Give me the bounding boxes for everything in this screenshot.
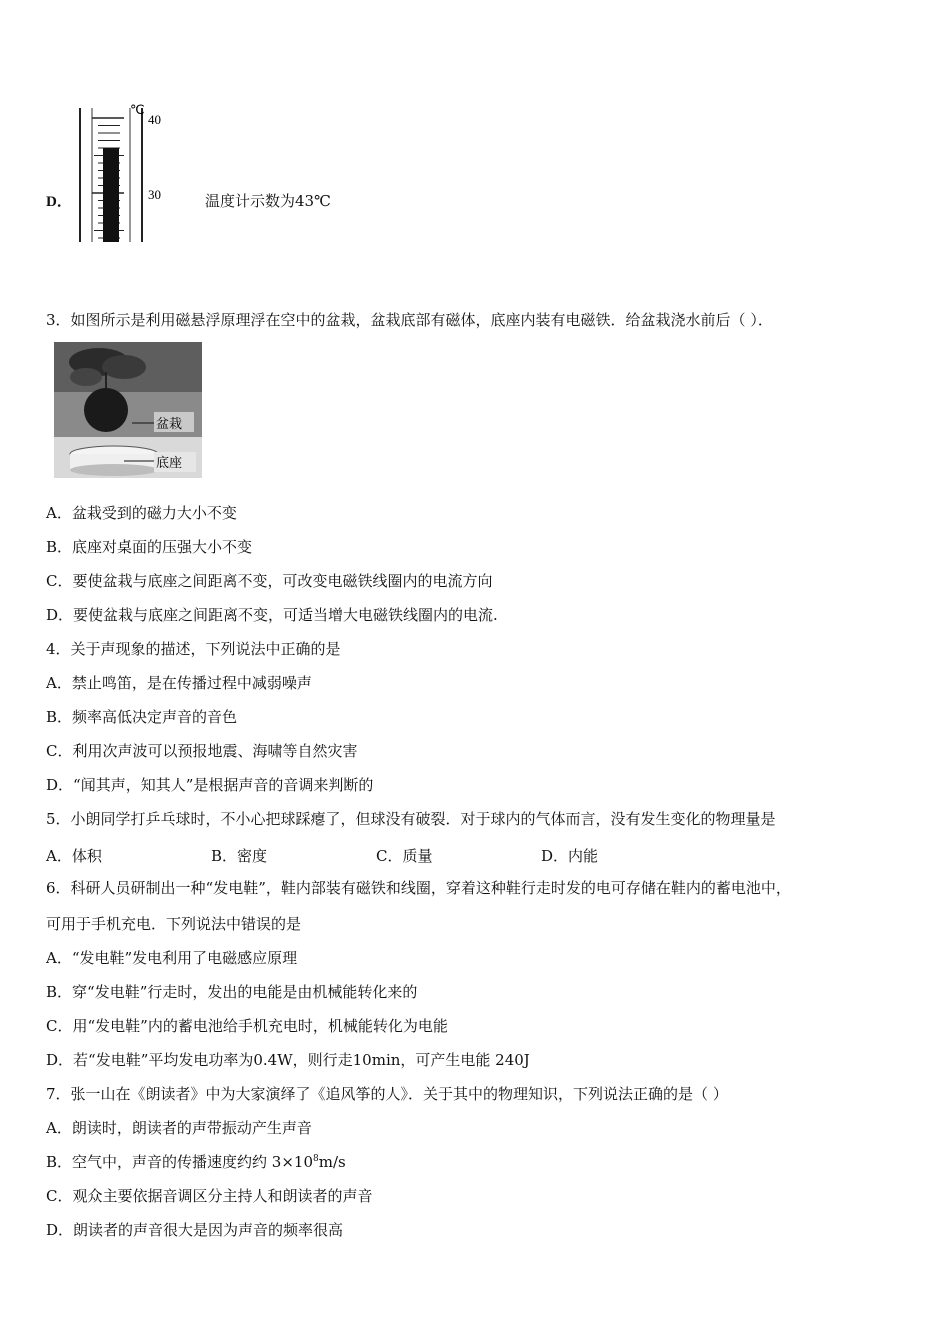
q7-option-a: A．朗读时，朗读者的声带振动产生声音	[46, 1119, 312, 1137]
q5-option-c: C．质量	[376, 847, 433, 865]
q3-option-d: D．要使盆栽与底座之间距离不变，可适当增大电磁铁线圈内的电流.	[46, 606, 498, 624]
q5-stem: 5．小朗同学打乒乓球时，不小心把球踩瘪了，但球没有破裂．对于球内的气体而言，没有发生变化的物理量是	[46, 810, 776, 828]
q7-option-b-text: B．空气中，声音的传播速度约约 3×10	[46, 1153, 313, 1171]
tick-label-30: 30	[148, 187, 161, 202]
q4-option-a: A．禁止鸣笛，是在传播过程中减弱噪声	[46, 674, 312, 692]
maglev-plant-image	[54, 342, 202, 478]
q4-option-b: B．频率高低决定声音的音色	[46, 708, 238, 726]
q5-option-d: D．内能	[541, 847, 599, 865]
q6-option-b: B．穿“发电鞋”行走时，发出的电能是由机械能转化来的	[46, 983, 418, 1001]
mercury-column	[103, 148, 119, 242]
q5-option-b: B．密度	[211, 847, 268, 865]
q7-option-d: D．朗读者的声音很大是因为声音的频率很高	[46, 1221, 344, 1239]
q6-option-d: D．若“发电鞋”平均发电功率为0.4W，则行走10min，可产生电能 240J	[46, 1051, 530, 1069]
q7-option-b-unit: m/s	[318, 1153, 346, 1171]
q6-stem-line2: 可用于手机充电．下列说法中错误的是	[46, 915, 302, 933]
q5-options-row	[46, 845, 746, 863]
label-pot: 盆栽	[156, 417, 183, 432]
thermometer-icon	[70, 100, 180, 245]
q4-stem: 4．关于声现象的描述，下列说法中正确的是	[46, 640, 341, 658]
q7-option-b-exponent: 8	[313, 1154, 319, 1164]
q7-stem: 7．张一山在《朗读者》中为大家演绎了《追风筝的人》．关于其中的物理知识，下列说法正确的是（ ）	[46, 1085, 728, 1103]
q5-option-a: A．体积	[46, 847, 102, 865]
tick-label-40: 40	[148, 112, 161, 127]
q3-option-c: C．要使盆栽与底座之间距离不变，可改变电磁铁线圈内的电流方向	[46, 572, 493, 590]
q7-option-b	[46, 1153, 346, 1171]
unit-label: ℃	[130, 102, 145, 117]
q3-option-a: A．盆栽受到的磁力大小不变	[46, 504, 237, 522]
q3-stem: 3．如图所示是利用磁悬浮原理浮在空中的盆栽，盆栽底部有磁体，底座内装有电磁铁．给盆栽浇水前后（ ）．	[46, 311, 773, 329]
thermometer-figure	[70, 100, 180, 245]
q2-option-d-text: 温度计示数为43℃	[205, 192, 331, 210]
q7-option-c: C．观众主要依据音调区分主持人和朗读者的声音	[46, 1187, 373, 1205]
q4-option-c: C．利用次声波可以预报地震、海啸等自然灾害	[46, 742, 358, 760]
q6-stem-line1: 6．科研人员研制出一种“发电鞋”，鞋内部装有磁铁和线圈，穿着这种鞋行走时发的电可存储在鞋内的蓄电池中，	[46, 879, 791, 897]
q6-option-c: C．用“发电鞋”内的蓄电池给手机充电时，机械能转化为电能	[46, 1017, 448, 1035]
q2-option-d-label: D．	[46, 194, 72, 210]
q4-option-d: D．“闻其声，知其人”是根据声音的音调来判断的	[46, 776, 374, 794]
q3-option-b: B．底座对桌面的压强大小不变	[46, 538, 253, 556]
q6-option-a: A．“发电鞋”发电利用了电磁感应原理	[46, 949, 298, 967]
maglev-plant-figure	[54, 342, 202, 478]
label-base: 底座	[156, 456, 183, 471]
